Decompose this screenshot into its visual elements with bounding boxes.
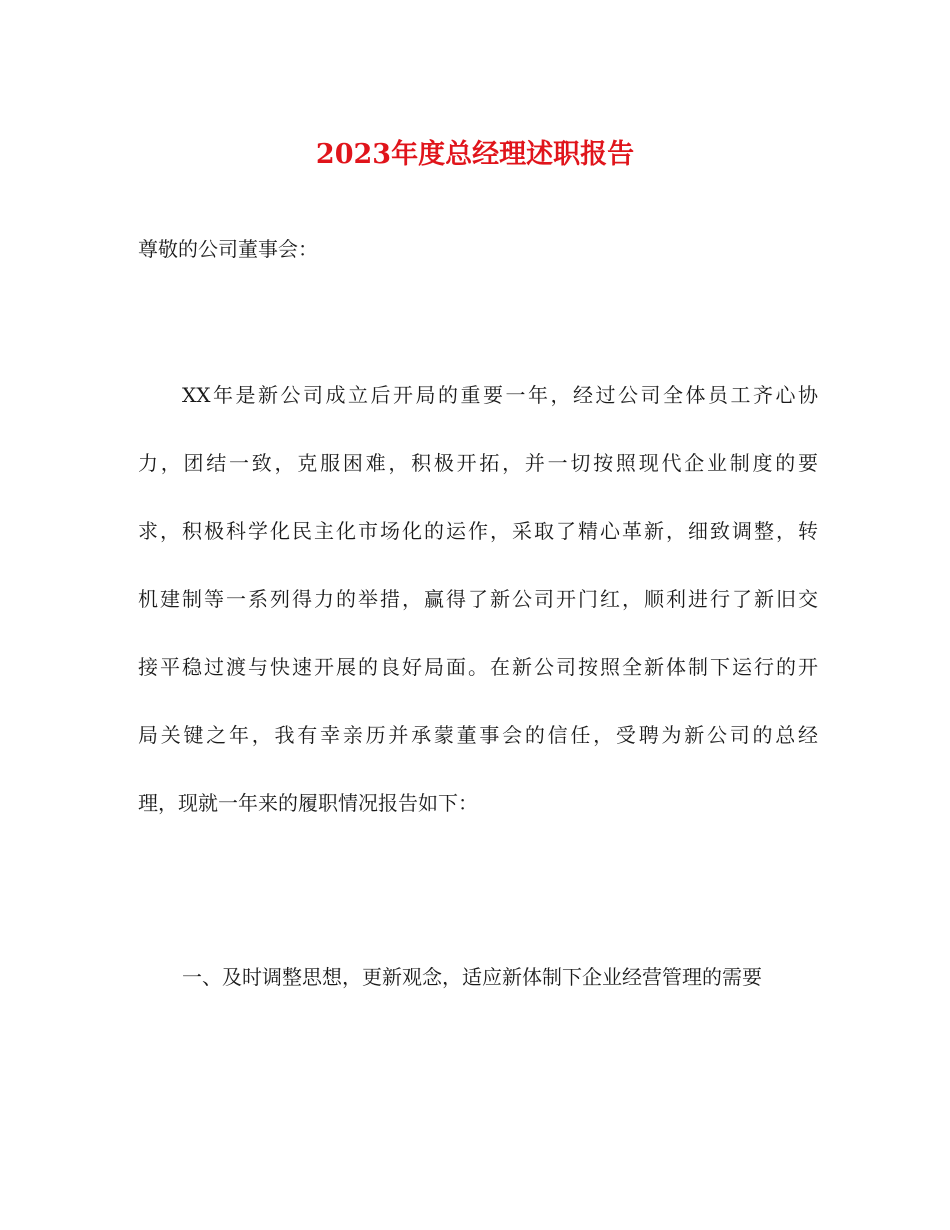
document-title: 2023年度总经理述职报告 — [315, 139, 635, 170]
section-heading: 一、及时调整思想，更新观念，适应新体制下企业经营管理的需要 — [182, 965, 762, 989]
body-paragraph — [138, 380, 818, 856]
paragraph-line: 机建制等一系列得力的举措，赢得了新公司开门红，顺利进行了新旧交 — [138, 587, 818, 611]
paragraph-line: XX年是新公司成立后开局的重要一年，经过公司全体员工齐心协 — [182, 383, 818, 407]
paragraph-line: 理，现就一年来的履职情况报告如下： — [138, 791, 478, 815]
salutation: 尊敬的公司董事会： — [138, 237, 318, 261]
paragraph-line: 接平稳过渡与快速开展的良好局面。在新公司按照全新体制下运行的开 — [138, 655, 818, 679]
paragraph-line: 力，团结一致，克服困难，积极开拓，并一切按照现代企业制度的要 — [138, 451, 818, 475]
paragraph-line: 求，积极科学化民主化市场化的运作，采取了精心革新，细致调整，转 — [138, 519, 818, 543]
paragraph-line: 局关键之年，我有幸亲历并承蒙董事会的信任，受聘为新公司的总经 — [138, 723, 818, 747]
